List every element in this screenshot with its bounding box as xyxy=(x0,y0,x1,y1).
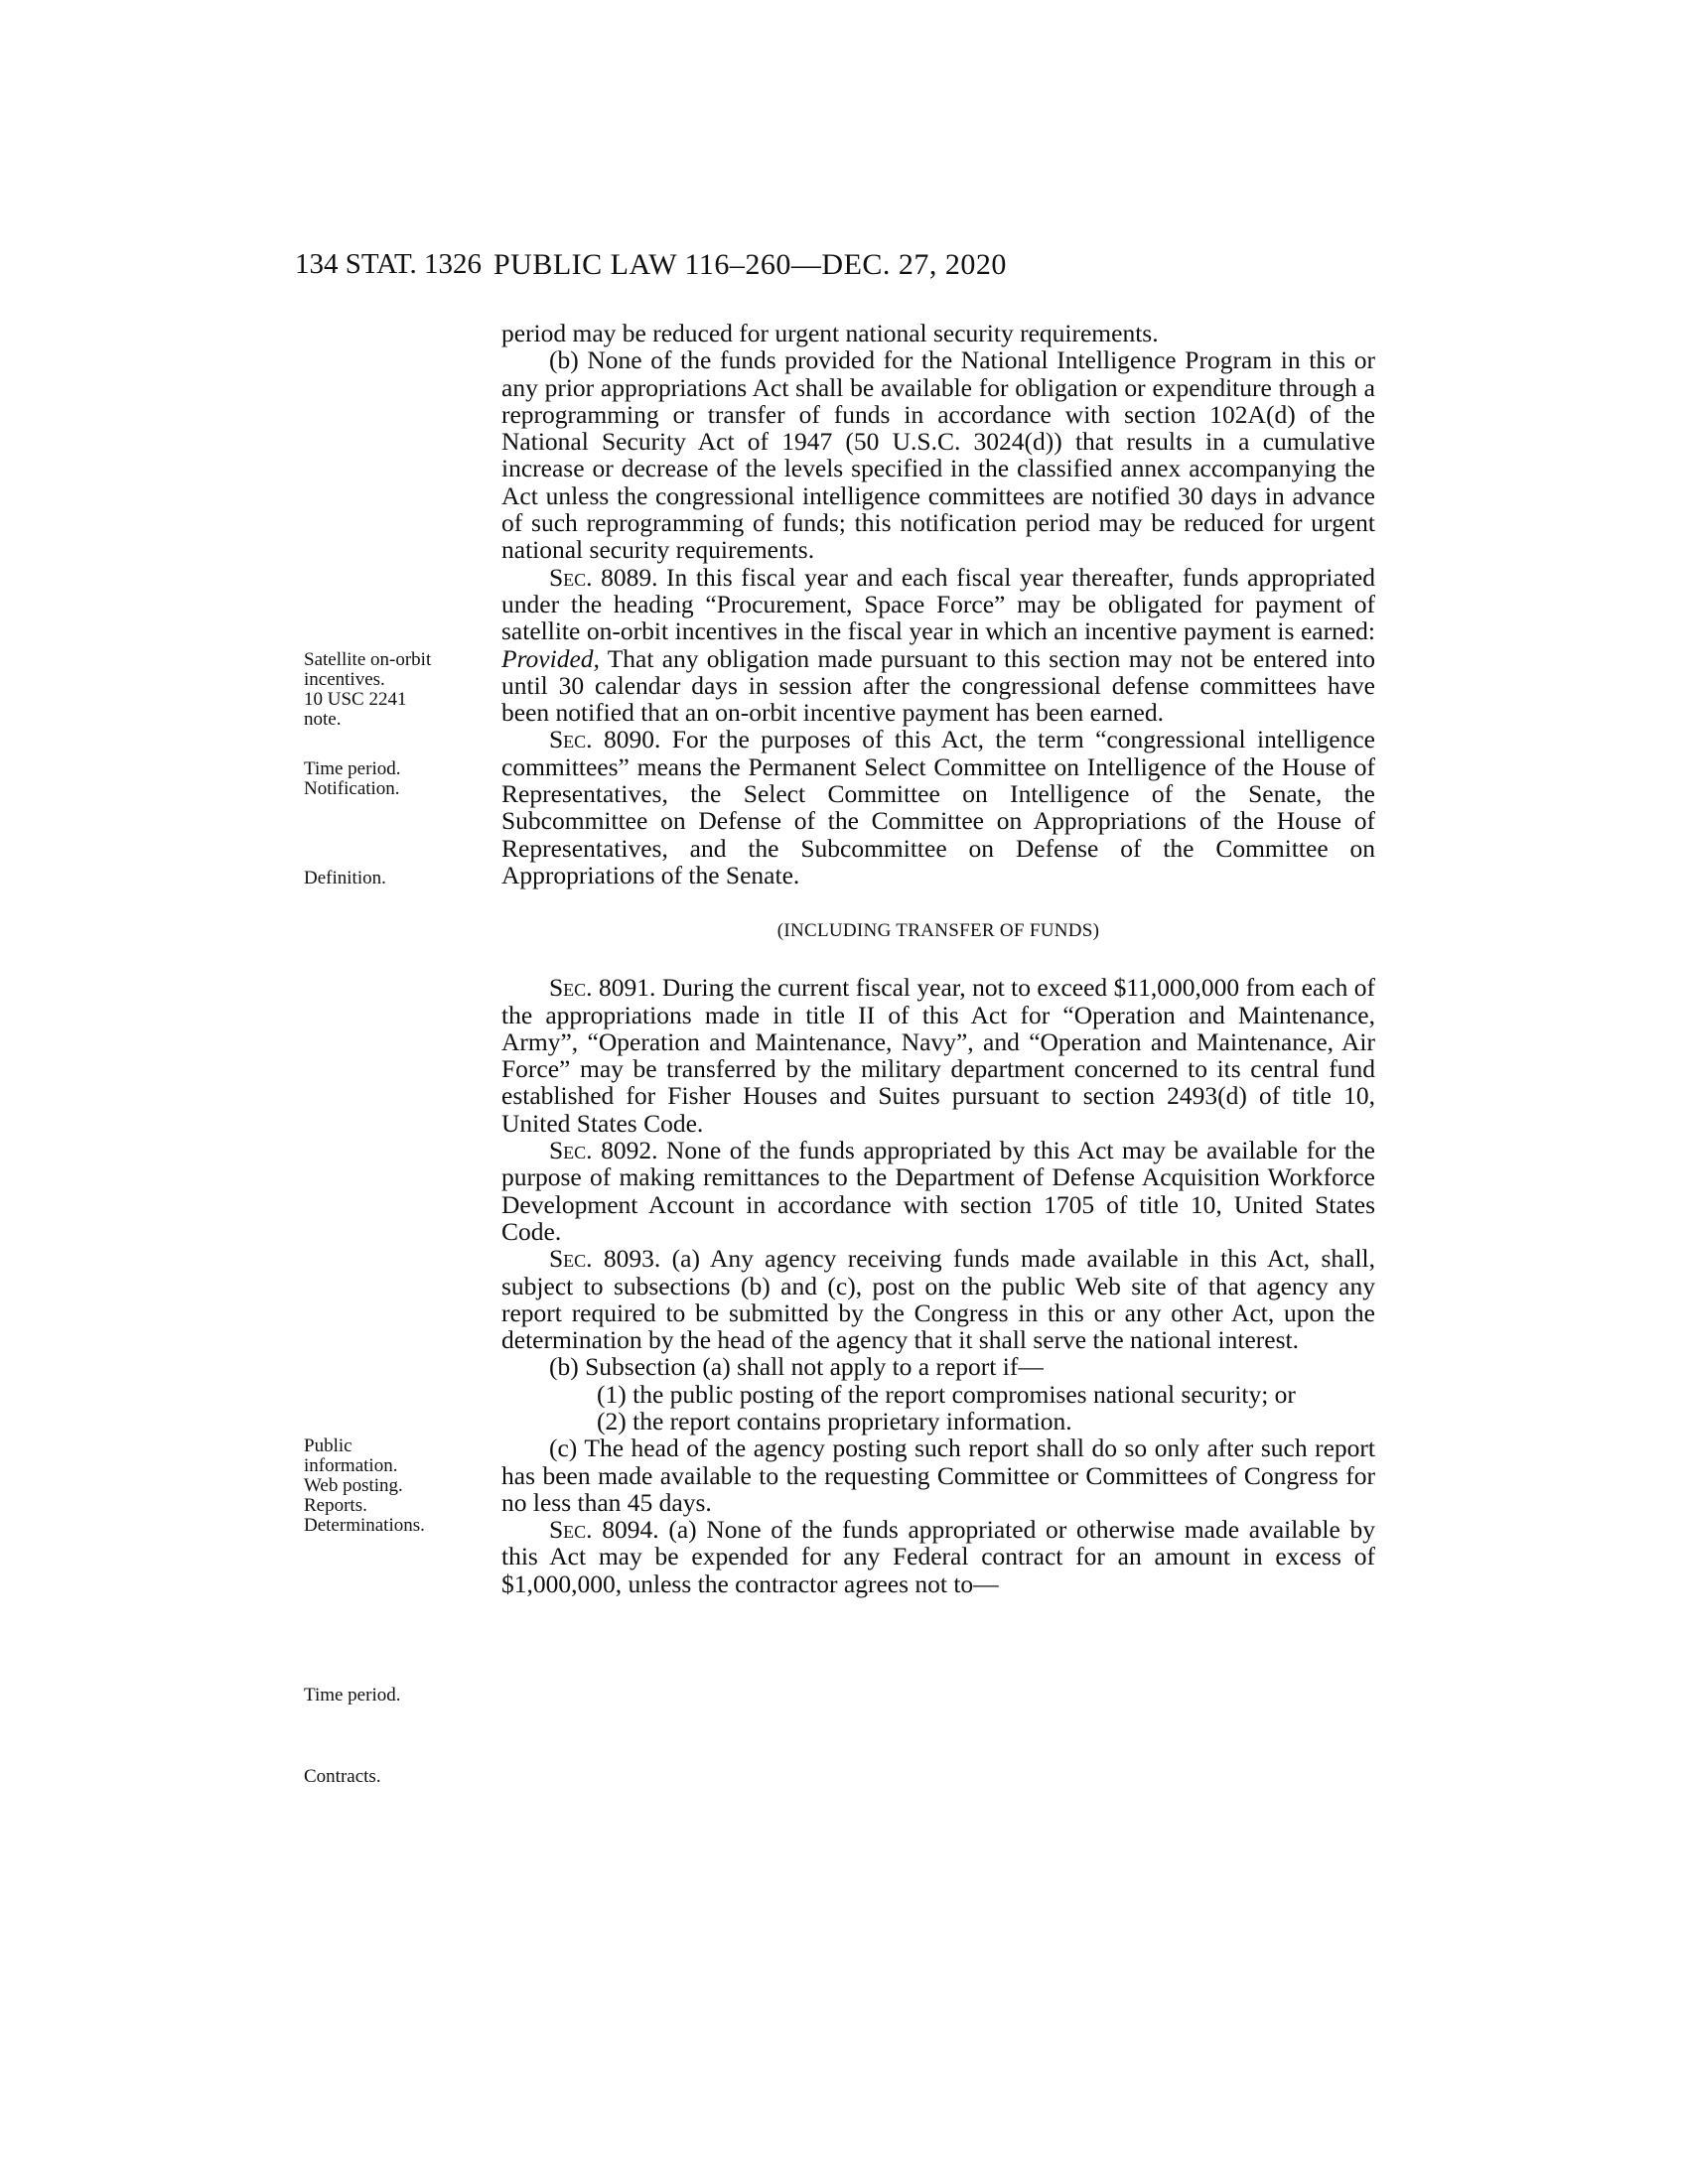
public-law-title: PUBLIC LAW 116–260—DEC. 27, 2020 xyxy=(493,248,1007,281)
section-8093-b-1: (1) the public posting of the report compromises national security; or xyxy=(597,1379,1296,1409)
section-8089: Sec. 8089. In this fiscal year and each fiscal year thereafter, funds appropriated under the heading “Procurement, Space Force” may be obligated for payment of satellite on-orbit incentives in the fiscal year in which an incentive payment is earned: Provided, That any obligation made pursuant to this section may not be entered into until 30 calendar days in session after the congressional defense committees have been notified that an on-orbit incentive payment has been earned. xyxy=(501,562,1375,728)
margin-note-time-period: Time period. xyxy=(304,1685,401,1706)
section-8094: Sec. 8094. (a) None of the funds appropriated or otherwise made available by this Act may be expended for any Federal contract for an amount in excess of $1,000,000, unless the contractor agrees not to— xyxy=(501,1515,1375,1598)
margin-note-time-notification: Time period. Notification. xyxy=(304,758,401,799)
transfer-heading: (INCLUDING TRANSFER OF FUNDS) xyxy=(776,920,1100,942)
section-8092: Sec. 8092. None of the funds appropriated by this Act may be available for the purpose of making remittances to the Department of Defense Acquisition Workforce Development Account in accordance with section 1705 of title 10, United States Code. xyxy=(501,1136,1375,1246)
section-8091: Sec. 8091. During the current fiscal year, not to exceed $11,000,000 from each of the appropriations made in title II of this Act for “Operation and Maintenance, Army”, “Operation and Maintenance, Navy”, and “Operation and Maintenance, Air Force” may be transferred by the military department concerned to its central fund established for Fisher Houses and Suites pursuant to section 2493(d) of title 10, United States Code. xyxy=(501,973,1375,1138)
margin-note-public-information: Public information. Web posting. Reports. Determinations. xyxy=(304,1435,425,1536)
paragraph-period-continuation: period may be reduced for urgent national security requirements. xyxy=(501,319,1159,347)
section-8090: Sec. 8090. For the purposes of this Act, the term “congressional intelligence committees” means the Permanent Select Committee on Intelligence of the House of Representatives, the Select Committee on Intelligence of the Senate, the Subcommittee on Defense of the Committee on Appropriations of the House of Representatives, and the Subcommittee on Defense of the Committee on Appropriations of the Senate. xyxy=(501,725,1375,889)
page-header xyxy=(295,248,1377,288)
section-8093-b: (b) Subsection (a) shall not apply to a report if— xyxy=(549,1352,1044,1382)
margin-note-definition: Definition. xyxy=(304,868,386,888)
section-8093-b-2: (2) the report contains proprietary information. xyxy=(597,1406,1072,1435)
margin-note-contracts: Contracts. xyxy=(304,1766,381,1787)
margin-note-satellite: Satellite on-orbit incentives. 10 USC 2241 note. xyxy=(304,649,432,730)
statute-citation: 134 STAT. 1326 xyxy=(295,248,483,280)
main-text xyxy=(501,320,1375,1597)
section-8093-c: (c) The head of the agency posting such report shall do so only after such report has been made available to the requesting Committee or Committees of Congress for no less than 45 days. xyxy=(501,1433,1375,1517)
paragraph-nip-subsection-b: (b) None of the funds provided for the National Intelligence Program in this or any prior appropriations Act shall be available for obligation or expenditure through a reprogramming or transfer of funds in accordance with section 102A(d) of the National Security Act of 1947 (50 U.S.C. 3024(d)) that results in a cumulative increase or decrease of the levels specified in the classified annex accompanying the Act unless the congressional intelligence committees are notified 30 days in advance of such reprogramming of funds; this notification period may be reduced for urgent national security requirements. xyxy=(501,345,1375,565)
section-8093: Sec. 8093. (a) Any agency receiving funds made available in this Act, shall, subject to subsections (b) and (c), post on the public Web site of that agency any report required to be submitted by the Congress in this or any other Act, upon the determination by the head of the agency that it shall serve the national interest. xyxy=(501,1244,1375,1355)
